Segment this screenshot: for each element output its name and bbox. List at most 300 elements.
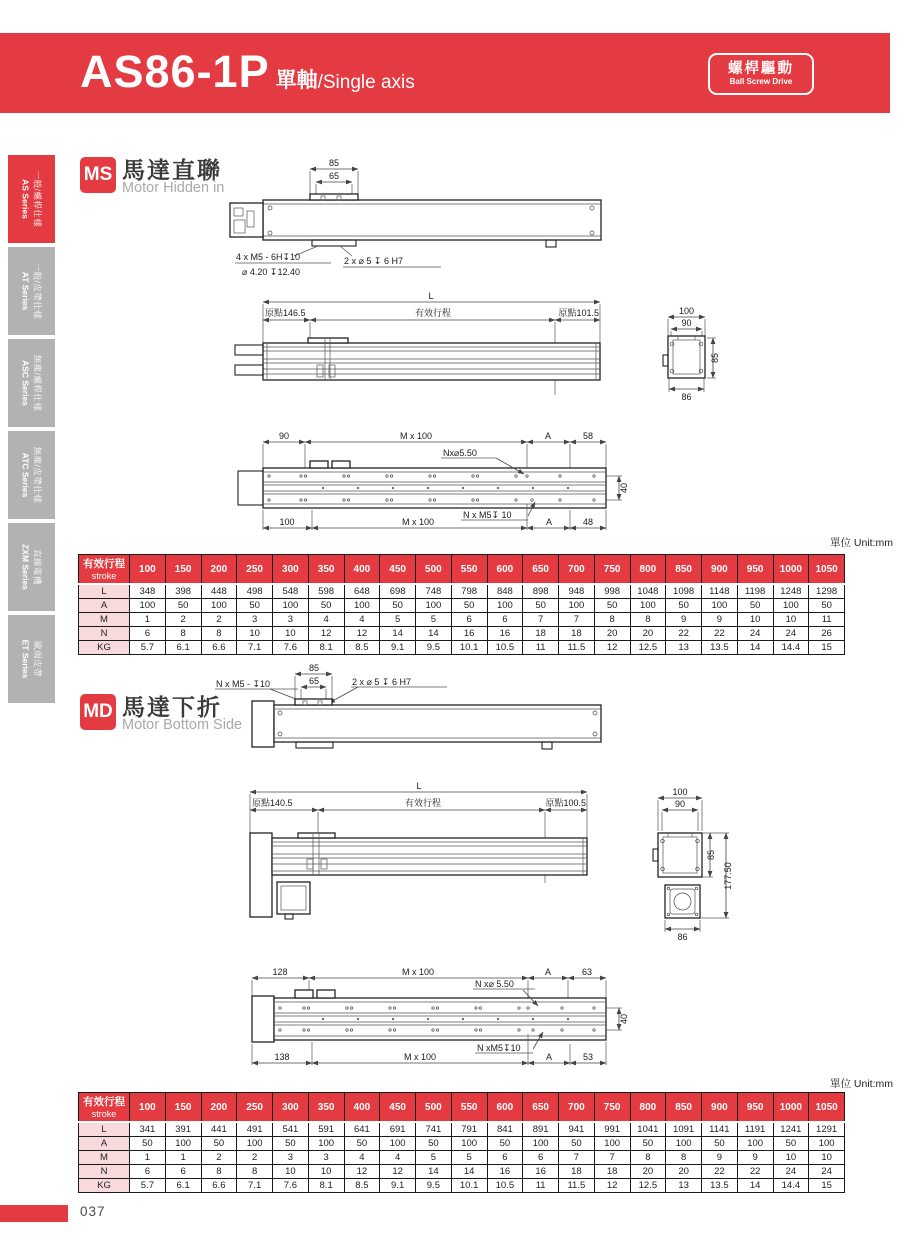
stroke-column-header: 700 bbox=[559, 1093, 595, 1123]
table-cell: 8 bbox=[630, 1151, 666, 1165]
table-row bbox=[79, 627, 845, 641]
table-cell: 50 bbox=[308, 599, 344, 613]
stroke-column-header: 150 bbox=[165, 1093, 201, 1123]
table-cell: 50 bbox=[487, 1137, 523, 1151]
table-cell: 22 bbox=[702, 627, 738, 641]
stroke-column-header: 450 bbox=[380, 555, 416, 585]
table-cell: 9.1 bbox=[380, 641, 416, 655]
table-cell: 100 bbox=[594, 1137, 630, 1151]
table-cell: 5 bbox=[416, 613, 452, 627]
table-cell: 641 bbox=[344, 1122, 380, 1137]
table-cell: 9 bbox=[702, 613, 738, 627]
table-cell: 100 bbox=[344, 599, 380, 613]
table-cell: 748 bbox=[416, 584, 452, 599]
ms-top-view-drawing bbox=[228, 156, 618, 286]
stroke-corner-header: 有效行程 stroke bbox=[79, 1093, 130, 1123]
table-cell: 100 bbox=[702, 599, 738, 613]
ms-section-subtitle: Motor Hidden in bbox=[122, 180, 225, 196]
table-cell: 998 bbox=[594, 584, 630, 599]
table-cell: 100 bbox=[737, 1137, 773, 1151]
table-cell: 16 bbox=[487, 627, 523, 641]
sidebar-tab-at-series[interactable] bbox=[8, 247, 55, 335]
svg-text:86: 86 bbox=[677, 932, 688, 942]
table-cell: 498 bbox=[237, 584, 273, 599]
table-cell: 8 bbox=[237, 1165, 273, 1179]
table-cell: 12 bbox=[344, 627, 380, 641]
table-cell: 6 bbox=[165, 1165, 201, 1179]
table-cell: 50 bbox=[630, 1137, 666, 1151]
table-cell: 6 bbox=[523, 1151, 559, 1165]
ms-spec-table bbox=[78, 554, 845, 655]
table-cell: 398 bbox=[165, 584, 201, 599]
table-cell: 18 bbox=[559, 627, 595, 641]
ms-screw-note: 4 x M5 - 6H↧10 bbox=[236, 252, 301, 262]
sidebar-tab-as-series[interactable] bbox=[8, 155, 55, 243]
table-cell: 10 bbox=[737, 613, 773, 627]
row-label: L bbox=[79, 584, 130, 599]
table-cell: 8 bbox=[201, 1165, 237, 1179]
table-cell: 1048 bbox=[630, 584, 666, 599]
drive-type-badge-en: Ball Screw Drive bbox=[729, 77, 793, 86]
table-cell: 2 bbox=[201, 613, 237, 627]
table-cell: 3 bbox=[273, 613, 309, 627]
sidebar-tab-label bbox=[9, 248, 54, 334]
svg-text:138: 138 bbox=[274, 1052, 290, 1062]
svg-text:M x 100: M x 100 bbox=[399, 431, 433, 441]
table-cell: 891 bbox=[523, 1122, 559, 1137]
table-cell: 50 bbox=[380, 599, 416, 613]
table-cell: 100 bbox=[487, 599, 523, 613]
row-label: M bbox=[79, 1151, 130, 1165]
stroke-column-header: 850 bbox=[666, 1093, 702, 1123]
table-cell: 10 bbox=[773, 613, 809, 627]
page-title bbox=[80, 43, 415, 101]
ms-section-title: 馬達直聯 bbox=[122, 157, 222, 183]
stroke-column-header: 900 bbox=[702, 1093, 738, 1123]
table-row bbox=[79, 641, 845, 655]
table-cell: 12.5 bbox=[630, 1179, 666, 1193]
table-cell: 22 bbox=[702, 1165, 738, 1179]
table-cell: 548 bbox=[273, 584, 309, 599]
table-cell: 18 bbox=[559, 1165, 595, 1179]
ms-screw-note2: N x M5↧ 10 bbox=[463, 510, 512, 520]
table-cell: 5 bbox=[380, 613, 416, 627]
stroke-column-header: 300 bbox=[273, 1093, 309, 1123]
md-top-view-drawing bbox=[210, 663, 618, 778]
stroke-corner-header: 有效行程 stroke bbox=[79, 555, 130, 585]
stroke-column-header: 600 bbox=[487, 555, 523, 585]
table-cell: 341 bbox=[130, 1122, 166, 1137]
table-cell: 8.1 bbox=[308, 641, 344, 655]
table-cell: 15 bbox=[809, 641, 845, 655]
table-cell: 3 bbox=[273, 1151, 309, 1165]
table-cell: 598 bbox=[308, 584, 344, 599]
table-cell: 1291 bbox=[809, 1122, 845, 1137]
svg-text:86: 86 bbox=[681, 392, 692, 402]
md-screw-note: N x M5 - ↧10 bbox=[216, 679, 271, 689]
table-cell: 50 bbox=[130, 1137, 166, 1151]
table-cell: 7.6 bbox=[273, 1179, 309, 1193]
table-cell: 1141 bbox=[702, 1122, 738, 1137]
table-cell: 14.4 bbox=[773, 641, 809, 655]
md-section-subtitle: Motor Bottom Side bbox=[122, 717, 243, 733]
table-cell: 1041 bbox=[630, 1122, 666, 1137]
header-banner bbox=[0, 33, 890, 113]
sidebar-tab-atc-series[interactable] bbox=[8, 431, 55, 519]
table-cell: 50 bbox=[523, 599, 559, 613]
stroke-column-header: 150 bbox=[165, 555, 201, 585]
sidebar-tab-label-en: ZXM Series bbox=[20, 544, 30, 590]
svg-text:L: L bbox=[416, 781, 422, 791]
table-cell: 798 bbox=[451, 584, 487, 599]
stroke-column-header: 350 bbox=[308, 555, 344, 585]
table-cell: 491 bbox=[237, 1122, 273, 1137]
stroke-column-header: 200 bbox=[201, 555, 237, 585]
table-cell: 1248 bbox=[773, 584, 809, 599]
table-cell: 791 bbox=[451, 1122, 487, 1137]
stroke-column-header: 1050 bbox=[809, 555, 845, 585]
table-cell: 10.5 bbox=[487, 1179, 523, 1193]
md-screw-note2: N xM5↧10 bbox=[477, 1043, 521, 1053]
table-cell: 11.5 bbox=[559, 641, 595, 655]
table-cell: 100 bbox=[273, 599, 309, 613]
table-cell: 4 bbox=[308, 613, 344, 627]
table-cell: 50 bbox=[773, 1137, 809, 1151]
table-cell: 941 bbox=[559, 1122, 595, 1137]
svg-text:L: L bbox=[428, 291, 434, 301]
table-cell: 898 bbox=[523, 584, 559, 599]
table-cell: 4 bbox=[380, 1151, 416, 1165]
table-cell: 1198 bbox=[737, 584, 773, 599]
table-cell: 50 bbox=[559, 1137, 595, 1151]
sidebar-tab-label-en: ET Series bbox=[20, 639, 30, 679]
table-cell: 6.1 bbox=[165, 641, 201, 655]
table-cell: 50 bbox=[451, 599, 487, 613]
table-cell: 50 bbox=[809, 599, 845, 613]
table-cell: 991 bbox=[594, 1122, 630, 1137]
sidebar-tab-label-en: ASC Series bbox=[20, 360, 30, 406]
stroke-column-header: 100 bbox=[130, 1093, 166, 1123]
svg-text:85: 85 bbox=[328, 158, 340, 168]
table-cell: 100 bbox=[523, 1137, 559, 1151]
table-cell: 14 bbox=[416, 627, 452, 641]
table-cell: 11 bbox=[809, 613, 845, 627]
svg-text:85: 85 bbox=[706, 849, 716, 861]
stroke-column-header: 250 bbox=[237, 1093, 273, 1123]
stroke-column-header: 750 bbox=[594, 555, 630, 585]
sidebar-tab-label-cn: 無塵/螺桿仕樣 bbox=[32, 354, 42, 412]
table-cell: 6 bbox=[487, 613, 523, 627]
table-cell: 4 bbox=[344, 613, 380, 627]
table-cell: 10.1 bbox=[451, 1179, 487, 1193]
table-cell: 7 bbox=[523, 613, 559, 627]
table-cell: 7 bbox=[559, 1151, 595, 1165]
svg-text:90: 90 bbox=[681, 318, 692, 328]
table-cell: 8 bbox=[165, 627, 201, 641]
table-cell: 50 bbox=[165, 599, 201, 613]
md-bottom-view-drawing bbox=[238, 960, 638, 1080]
stroke-column-header: 650 bbox=[523, 1093, 559, 1123]
table-cell: 10 bbox=[273, 1165, 309, 1179]
table-cell: 13 bbox=[666, 641, 702, 655]
svg-text:40: 40 bbox=[619, 482, 629, 494]
table-cell: 100 bbox=[165, 1137, 201, 1151]
table-cell: 11 bbox=[523, 641, 559, 655]
svg-text:58: 58 bbox=[582, 431, 594, 441]
svg-text:A: A bbox=[545, 517, 553, 527]
table-cell: 3 bbox=[237, 613, 273, 627]
table-cell: 16 bbox=[451, 627, 487, 641]
sidebar-tab-label-cn: 直線電機 bbox=[32, 548, 42, 585]
stroke-column-header: 350 bbox=[308, 1093, 344, 1123]
table-cell: 50 bbox=[201, 1137, 237, 1151]
sidebar-tab-label-en: ATC Series bbox=[20, 452, 30, 498]
table-cell: 15 bbox=[809, 1179, 845, 1193]
stroke-column-header: 450 bbox=[380, 1093, 416, 1123]
svg-text:48: 48 bbox=[582, 517, 594, 527]
table-cell: 10 bbox=[773, 1151, 809, 1165]
table-cell: 100 bbox=[308, 1137, 344, 1151]
table-cell: 7.6 bbox=[273, 641, 309, 655]
drive-type-badge-cn: 螺桿驅動 bbox=[728, 61, 794, 77]
row-label: KG bbox=[79, 641, 130, 655]
table-cell: 7 bbox=[594, 1151, 630, 1165]
table-cell: 10.1 bbox=[451, 641, 487, 655]
stroke-column-header: 950 bbox=[737, 555, 773, 585]
sidebar-tab-label-cn: 歐規皮帶 bbox=[32, 640, 42, 677]
table-cell: 9 bbox=[666, 613, 702, 627]
stroke-column-header: 250 bbox=[237, 555, 273, 585]
sidebar-tab-label bbox=[9, 156, 54, 242]
svg-text:M x 100: M x 100 bbox=[403, 1052, 437, 1062]
svg-text:100: 100 bbox=[672, 787, 688, 797]
stroke-column-header: 400 bbox=[344, 555, 380, 585]
stroke-column-header: 900 bbox=[702, 555, 738, 585]
table-cell: 10 bbox=[308, 1165, 344, 1179]
table-cell: 8.5 bbox=[344, 1179, 380, 1193]
table-cell: 9 bbox=[737, 1151, 773, 1165]
table-cell: 12 bbox=[308, 627, 344, 641]
svg-text:原點100.5: 原點100.5 bbox=[545, 798, 586, 808]
stroke-column-header: 550 bbox=[451, 555, 487, 585]
table-cell: 3 bbox=[308, 1151, 344, 1165]
md-cross-section-drawing bbox=[645, 788, 760, 950]
table-row bbox=[79, 1179, 845, 1193]
svg-text:65: 65 bbox=[308, 676, 320, 686]
table-cell: 6.6 bbox=[201, 641, 237, 655]
product-subtitle-cn: 單軸 bbox=[275, 69, 318, 92]
product-model: AS86-1P bbox=[80, 46, 270, 97]
table-cell: 1 bbox=[130, 613, 166, 627]
svg-text:A: A bbox=[544, 967, 552, 977]
table-cell: 1091 bbox=[666, 1122, 702, 1137]
table-cell: 14 bbox=[416, 1165, 452, 1179]
svg-text:有效行程: 有效行程 bbox=[414, 308, 452, 318]
stroke-column-header: 550 bbox=[451, 1093, 487, 1123]
table-cell: 16 bbox=[487, 1165, 523, 1179]
table-cell: 10 bbox=[273, 627, 309, 641]
table-cell: 20 bbox=[630, 1165, 666, 1179]
table-cell: 100 bbox=[809, 1137, 845, 1151]
table-cell: 8 bbox=[630, 613, 666, 627]
table-cell: 12 bbox=[594, 1179, 630, 1193]
table-cell: 6 bbox=[130, 1165, 166, 1179]
md-hole-note: N x⌀ 5.50 bbox=[475, 979, 514, 989]
table-cell: 12 bbox=[344, 1165, 380, 1179]
table-cell: 20 bbox=[594, 627, 630, 641]
table-cell: 2 bbox=[237, 1151, 273, 1165]
stroke-column-header: 1000 bbox=[773, 1093, 809, 1123]
table-cell: 1 bbox=[130, 1151, 166, 1165]
table-cell: 4 bbox=[344, 1151, 380, 1165]
table-cell: 26 bbox=[809, 627, 845, 641]
stroke-column-header: 400 bbox=[344, 1093, 380, 1123]
table-cell: 22 bbox=[666, 627, 702, 641]
table-row bbox=[79, 1165, 845, 1179]
table-cell: 100 bbox=[773, 599, 809, 613]
stroke-column-header: 300 bbox=[273, 555, 309, 585]
md-spec-table-wrap bbox=[78, 1092, 845, 1193]
ms-hole-note: Nx⌀5.50 bbox=[443, 448, 477, 458]
table-cell: 591 bbox=[308, 1122, 344, 1137]
table-cell: 100 bbox=[559, 599, 595, 613]
stroke-column-header: 600 bbox=[487, 1093, 523, 1123]
table-cell: 100 bbox=[630, 599, 666, 613]
table-cell: 11 bbox=[523, 1179, 559, 1193]
table-cell: 14 bbox=[737, 641, 773, 655]
table-cell: 1298 bbox=[809, 584, 845, 599]
stroke-column-header: 850 bbox=[666, 555, 702, 585]
svg-text:40: 40 bbox=[619, 1013, 629, 1025]
table-cell: 348 bbox=[130, 584, 166, 599]
svg-text:65: 65 bbox=[328, 171, 340, 181]
svg-text:有效行程: 有效行程 bbox=[404, 798, 442, 808]
sidebar-tab-label bbox=[9, 524, 54, 610]
stroke-column-header: 1000 bbox=[773, 555, 809, 585]
stroke-column-header: 800 bbox=[630, 1093, 666, 1123]
sidebar-tab-label bbox=[9, 432, 54, 518]
svg-text:100: 100 bbox=[678, 306, 695, 316]
ms-spec-table-wrap bbox=[78, 554, 845, 655]
stroke-column-header: 750 bbox=[594, 1093, 630, 1123]
table-cell: 7 bbox=[559, 613, 595, 627]
table-cell: 50 bbox=[273, 1137, 309, 1151]
table-cell: 9.5 bbox=[416, 1179, 452, 1193]
table-cell: 18 bbox=[594, 1165, 630, 1179]
table-cell: 7.1 bbox=[237, 641, 273, 655]
table-cell: 5.7 bbox=[130, 1179, 166, 1193]
stroke-column-header: 650 bbox=[523, 555, 559, 585]
md-side-view-drawing bbox=[233, 783, 613, 923]
row-label: N bbox=[79, 1165, 130, 1179]
row-label: KG bbox=[79, 1179, 130, 1193]
table-cell: 8.1 bbox=[308, 1179, 344, 1193]
table-cell: 6 bbox=[451, 613, 487, 627]
table-cell: 50 bbox=[237, 599, 273, 613]
row-label: M bbox=[79, 613, 130, 627]
table-cell: 22 bbox=[737, 1165, 773, 1179]
table-cell: 100 bbox=[380, 1137, 416, 1151]
ms-section-badge: MS bbox=[80, 157, 116, 193]
table-cell: 24 bbox=[809, 1165, 845, 1179]
svg-text:177.50: 177.50 bbox=[723, 862, 733, 890]
md-unit-label: 單位 Unit:mm bbox=[830, 1078, 893, 1090]
row-label: L bbox=[79, 1122, 130, 1137]
table-cell: 24 bbox=[773, 627, 809, 641]
table-row bbox=[79, 1151, 845, 1165]
table-cell: 50 bbox=[344, 1137, 380, 1151]
table-cell: 1098 bbox=[666, 584, 702, 599]
svg-text:A: A bbox=[544, 431, 552, 441]
table-cell: 1241 bbox=[773, 1122, 809, 1137]
sidebar-tab-label-en: AS Series bbox=[20, 179, 30, 219]
stroke-column-header: 950 bbox=[737, 1093, 773, 1123]
svg-text:128: 128 bbox=[272, 967, 288, 977]
svg-text:原點146.5: 原點146.5 bbox=[265, 308, 306, 318]
stroke-column-header: 700 bbox=[559, 555, 595, 585]
table-cell: 50 bbox=[594, 599, 630, 613]
sidebar-tab-zxm-series[interactable] bbox=[8, 523, 55, 611]
table-cell: 11.5 bbox=[559, 1179, 595, 1193]
table-cell: 12.5 bbox=[630, 641, 666, 655]
table-row bbox=[79, 1122, 845, 1137]
table-cell: 691 bbox=[380, 1122, 416, 1137]
table-cell: 50 bbox=[702, 1137, 738, 1151]
table-cell: 2 bbox=[165, 613, 201, 627]
table-cell: 14 bbox=[451, 1165, 487, 1179]
table-cell: 8 bbox=[666, 1151, 702, 1165]
product-subtitle-en: /Single axis bbox=[317, 72, 415, 93]
table-cell: 10 bbox=[237, 627, 273, 641]
stroke-column-header: 100 bbox=[130, 555, 166, 585]
table-cell: 14 bbox=[737, 1179, 773, 1193]
sidebar-tab-label bbox=[9, 616, 54, 702]
ms-cross-section-drawing bbox=[650, 300, 750, 405]
table-cell: 1 bbox=[165, 1151, 201, 1165]
table-cell: 448 bbox=[201, 584, 237, 599]
table-row bbox=[79, 599, 845, 613]
row-label: A bbox=[79, 1137, 130, 1151]
table-cell: 10 bbox=[809, 1151, 845, 1165]
table-cell: 10.5 bbox=[487, 641, 523, 655]
svg-text:M x 100: M x 100 bbox=[401, 967, 435, 977]
table-cell: 12 bbox=[380, 1165, 416, 1179]
sidebar-tab-et-series[interactable] bbox=[8, 615, 55, 703]
ms-bottom-view-drawing bbox=[238, 425, 638, 545]
table-cell: 948 bbox=[559, 584, 595, 599]
svg-text:85: 85 bbox=[710, 352, 720, 364]
sidebar-tab-asc-series[interactable] bbox=[8, 339, 55, 427]
svg-text:原點101.5: 原點101.5 bbox=[558, 308, 599, 318]
row-label: A bbox=[79, 599, 130, 613]
svg-text:原點140.5: 原點140.5 bbox=[252, 798, 293, 808]
table-row bbox=[79, 1137, 845, 1151]
ms-cbore-note: ⌀ 4.20 ↧12.40 bbox=[242, 267, 300, 277]
svg-text:90: 90 bbox=[278, 431, 290, 441]
table-cell: 848 bbox=[487, 584, 523, 599]
table-cell: 13 bbox=[666, 1179, 702, 1193]
table-cell: 13.5 bbox=[702, 1179, 738, 1193]
table-cell: 1148 bbox=[702, 584, 738, 599]
series-sidebar bbox=[8, 155, 55, 707]
table-cell: 100 bbox=[201, 599, 237, 613]
stroke-column-header: 500 bbox=[416, 1093, 452, 1123]
table-cell: 5 bbox=[416, 1151, 452, 1165]
sidebar-tab-label bbox=[9, 340, 54, 426]
table-cell: 50 bbox=[666, 599, 702, 613]
table-cell: 100 bbox=[237, 1137, 273, 1151]
svg-text:85: 85 bbox=[308, 663, 320, 673]
